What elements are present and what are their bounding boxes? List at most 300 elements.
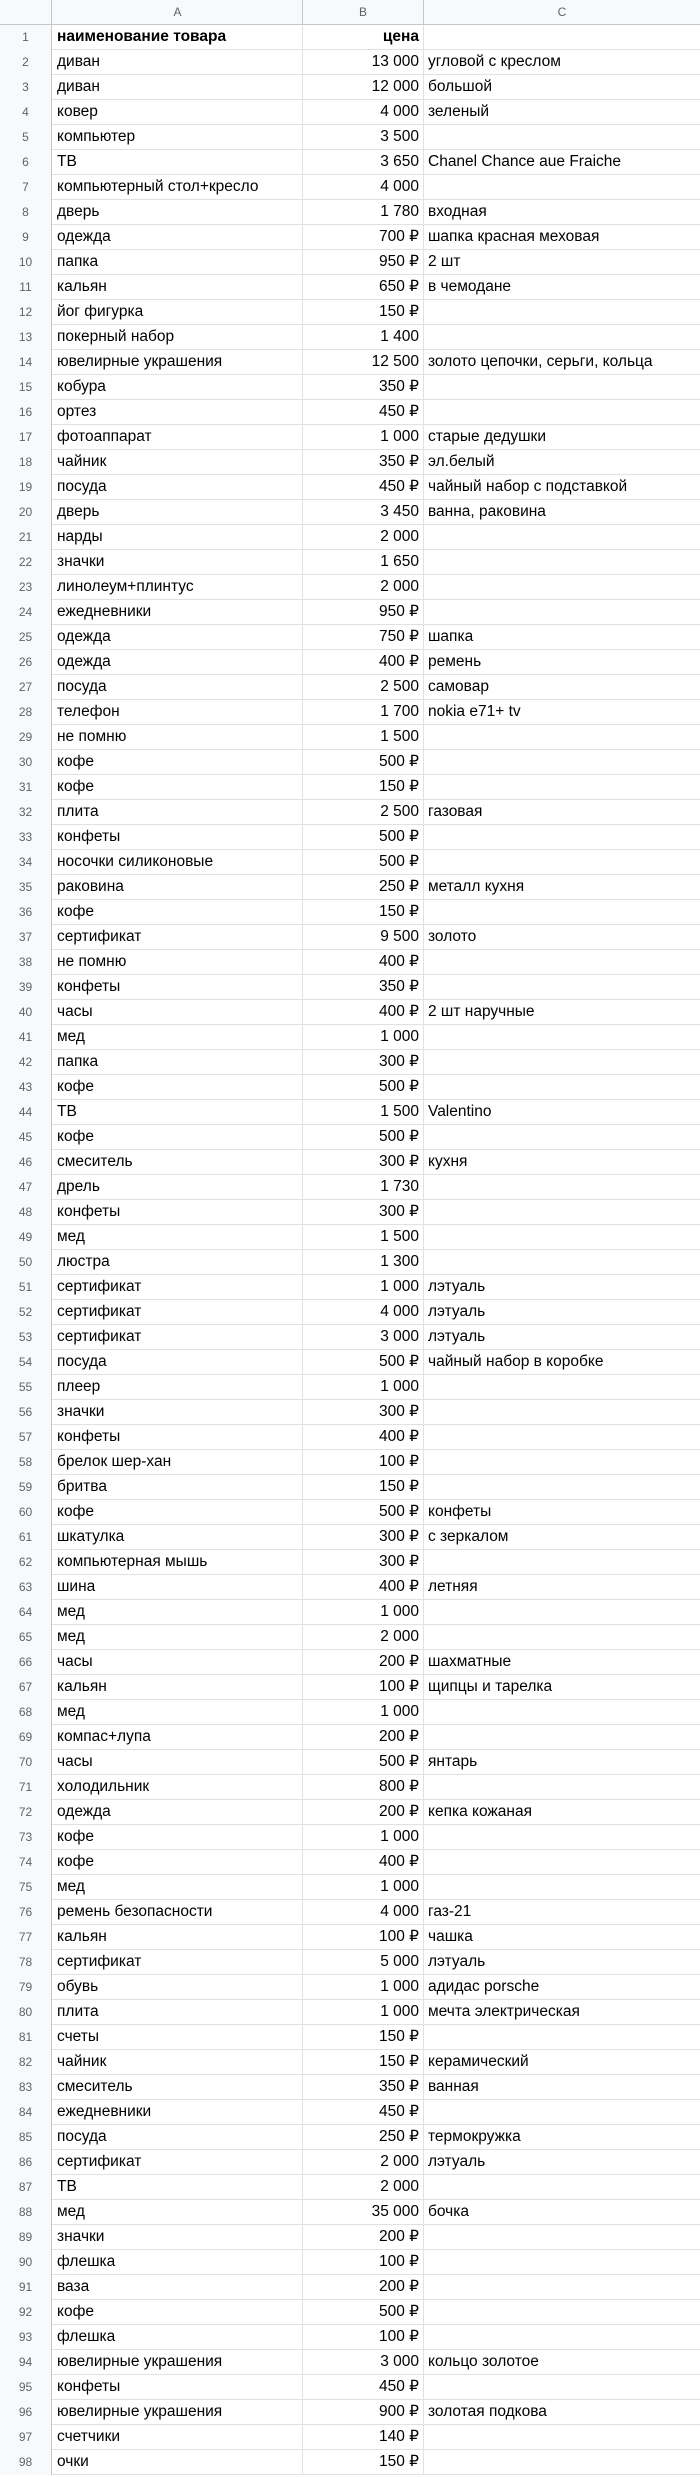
cell-price[interactable]: 200 ₽ (303, 2225, 424, 2250)
row-number[interactable]: 82 (0, 2050, 52, 2075)
cell-note[interactable]: шахматные (428, 1653, 512, 1670)
row-number[interactable]: 21 (0, 525, 52, 550)
cell-item-name[interactable]: плита (53, 2000, 303, 2025)
cell-item-name[interactable]: диван (53, 75, 303, 100)
cell-price[interactable]: 150 ₽ (303, 2025, 424, 2050)
cell-price[interactable]: 500 ₽ (303, 850, 424, 875)
row-number[interactable]: 13 (0, 325, 52, 350)
cell-price[interactable]: 2 000 (303, 575, 424, 600)
row-number[interactable]: 59 (0, 1475, 52, 1500)
cell-note[interactable] (424, 2300, 700, 2325)
row-number[interactable]: 96 (0, 2400, 52, 2425)
cell-item-name[interactable]: линолеум+плинтус (53, 575, 303, 600)
cell-note[interactable]: лэтуаль (428, 1303, 486, 1320)
cell-note[interactable] (424, 1550, 700, 1575)
cell-note[interactable]: летняя (428, 1578, 478, 1595)
cell-note[interactable]: золото (428, 928, 477, 945)
cell-note[interactable] (424, 1600, 700, 1625)
cell-price[interactable]: 500 ₽ (303, 1350, 424, 1375)
cell-note[interactable] (424, 2450, 700, 2475)
row-number[interactable]: 80 (0, 2000, 52, 2025)
row-number[interactable]: 52 (0, 1300, 52, 1325)
cell-item-name[interactable]: диван (53, 50, 303, 75)
row-number[interactable]: 89 (0, 2225, 52, 2250)
cell-item-name[interactable]: холодильник (53, 1775, 303, 1800)
cell-price[interactable]: 1 000 (303, 1875, 424, 1900)
cell-note[interactable]: газовая (428, 803, 483, 820)
row-number[interactable]: 76 (0, 1900, 52, 1925)
cell-item-name[interactable]: очки (53, 2450, 303, 2475)
cell-note[interactable]: адидас porsche (428, 1978, 540, 1995)
cell-note[interactable]: мечта электрическая (428, 2003, 580, 2020)
row-number[interactable]: 58 (0, 1450, 52, 1475)
cell-price[interactable]: 1 650 (303, 550, 424, 575)
cell-price[interactable]: 950 ₽ (303, 250, 424, 275)
row-number[interactable]: 47 (0, 1175, 52, 1200)
row-number[interactable]: 7 (0, 175, 52, 200)
cell-note[interactable] (424, 2100, 700, 2125)
cell-note[interactable]: шапка красная меховая (428, 228, 600, 245)
cell-item-name[interactable]: одежда (53, 650, 303, 675)
row-number[interactable]: 14 (0, 350, 52, 375)
cell-price[interactable]: 1 700 (303, 700, 424, 725)
cell-price[interactable]: 3 000 (303, 1325, 424, 1350)
row-number[interactable]: 45 (0, 1125, 52, 1150)
cell-price[interactable]: 500 ₽ (303, 1125, 424, 1150)
cell-price[interactable]: 35 000 (303, 2200, 424, 2225)
cell-note[interactable] (424, 2250, 700, 2275)
cell-item-name[interactable]: ТВ (53, 1100, 303, 1125)
cell-item-name[interactable]: сертификат (53, 1275, 303, 1300)
cell-item-name[interactable]: смеситель (53, 2075, 303, 2100)
cell-note[interactable] (424, 1375, 700, 1400)
cell-price[interactable]: 450 ₽ (303, 2100, 424, 2125)
cell-item-name[interactable]: люстра (53, 1250, 303, 1275)
cell-price[interactable]: 200 ₽ (303, 1725, 424, 1750)
row-number[interactable]: 18 (0, 450, 52, 475)
column-header-c[interactable]: C (557, 5, 567, 19)
row-number[interactable]: 84 (0, 2100, 52, 2125)
cell-note[interactable] (424, 725, 700, 750)
cell-item-name[interactable]: ТВ (53, 150, 303, 175)
cell-item-name[interactable]: часы (53, 1650, 303, 1675)
cell-price[interactable]: 1 730 (303, 1175, 424, 1200)
cell-price[interactable]: 3 450 (303, 500, 424, 525)
cell-item-name[interactable]: дверь (53, 500, 303, 525)
cell-price[interactable]: 700 ₽ (303, 225, 424, 250)
cell-price[interactable]: 400 ₽ (303, 1425, 424, 1450)
cell-price[interactable]: 500 ₽ (303, 2300, 424, 2325)
cell-price[interactable]: 100 ₽ (303, 2325, 424, 2350)
cell-item-name[interactable]: мед (53, 1700, 303, 1725)
cell-note[interactable] (424, 900, 700, 925)
cell-note[interactable]: кольцо золотое (428, 2353, 539, 2370)
cell-price[interactable]: 4 000 (303, 1300, 424, 1325)
cell-item-name[interactable]: посуда (53, 475, 303, 500)
cell-item-name[interactable]: одежда (53, 625, 303, 650)
cell-price[interactable]: 650 ₽ (303, 275, 424, 300)
cell-note[interactable] (424, 2375, 700, 2400)
row-number[interactable]: 20 (0, 500, 52, 525)
row-number[interactable]: 35 (0, 875, 52, 900)
cell-note[interactable]: лэтуаль (428, 1328, 486, 1345)
row-number[interactable]: 37 (0, 925, 52, 950)
cell-item-name[interactable]: брелок шер-хан (53, 1450, 303, 1475)
row-number[interactable]: 72 (0, 1800, 52, 1825)
cell-price[interactable]: 200 ₽ (303, 1800, 424, 1825)
cell-item-name[interactable]: значки (53, 550, 303, 575)
row-number[interactable]: 42 (0, 1050, 52, 1075)
row-number[interactable]: 62 (0, 1550, 52, 1575)
row-number[interactable]: 73 (0, 1825, 52, 1850)
cell-item-name[interactable]: телефон (53, 700, 303, 725)
cell-item-name[interactable]: кальян (53, 1925, 303, 1950)
cell-item-name[interactable]: конфеты (53, 1425, 303, 1450)
cell-price[interactable]: 1 000 (303, 1700, 424, 1725)
cell-item-name[interactable]: ежедневники (53, 2100, 303, 2125)
cell-item-name[interactable]: ортез (53, 400, 303, 425)
row-number[interactable]: 11 (0, 275, 52, 300)
cell-item-name[interactable]: шкатулка (53, 1525, 303, 1550)
row-number[interactable]: 38 (0, 950, 52, 975)
cell-item-name[interactable]: мед (53, 1600, 303, 1625)
row-number[interactable]: 9 (0, 225, 52, 250)
row-number[interactable]: 86 (0, 2150, 52, 2175)
cell-price[interactable]: 200 ₽ (303, 2275, 424, 2300)
cell-note[interactable]: входная (428, 203, 487, 220)
cell-note[interactable] (424, 825, 700, 850)
cell-price[interactable]: 1 500 (303, 1225, 424, 1250)
cell-price[interactable]: 300 ₽ (303, 1550, 424, 1575)
row-number[interactable]: 92 (0, 2300, 52, 2325)
cell-note[interactable] (424, 775, 700, 800)
cell-price[interactable]: 1 000 (303, 1975, 424, 2000)
row-number[interactable]: 70 (0, 1750, 52, 1775)
cell-price[interactable]: 350 ₽ (303, 975, 424, 1000)
cell-item-name[interactable]: чайник (53, 450, 303, 475)
cell-item-name[interactable]: кофе (53, 1825, 303, 1850)
cell-item-name[interactable]: кофе (53, 1500, 303, 1525)
row-number[interactable]: 27 (0, 675, 52, 700)
cell-item-name[interactable]: одежда (53, 225, 303, 250)
cell-note[interactable]: керамический (428, 2053, 529, 2070)
cell-note[interactable] (424, 1075, 700, 1100)
cell-item-name[interactable]: ежедневники (53, 600, 303, 625)
cell-item-name[interactable]: папка (53, 250, 303, 275)
column-header-b[interactable]: B (303, 0, 424, 24)
cell-note[interactable]: Chanel Chance aue Fraiche (428, 153, 622, 170)
cell-price[interactable]: 1 780 (303, 200, 424, 225)
cell-note[interactable] (424, 600, 700, 625)
cell-item-name[interactable]: посуда (53, 2125, 303, 2150)
row-number[interactable]: 36 (0, 900, 52, 925)
cell-note[interactable] (424, 2325, 700, 2350)
cell-note[interactable] (424, 1175, 700, 1200)
row-number[interactable]: 67 (0, 1675, 52, 1700)
cell-price[interactable]: 150 ₽ (303, 775, 424, 800)
column-header-a[interactable]: A (53, 0, 303, 24)
cell-note[interactable]: самовар (428, 678, 489, 695)
cell-note[interactable]: старые дедушки (428, 428, 546, 445)
row-number[interactable]: 26 (0, 650, 52, 675)
row-number[interactable]: 57 (0, 1425, 52, 1450)
cell-note[interactable] (424, 1025, 700, 1050)
cell-note[interactable]: золотая подкова (428, 2403, 547, 2420)
cell-price[interactable]: 4 000 (303, 100, 424, 125)
row-number[interactable]: 78 (0, 1950, 52, 1975)
cell-price[interactable]: 1 000 (303, 1275, 424, 1300)
cell-note[interactable] (424, 1825, 700, 1850)
cell-item-name[interactable]: наименование товара (53, 25, 303, 50)
cell-price[interactable]: цена (303, 25, 424, 50)
row-number[interactable]: 64 (0, 1600, 52, 1625)
row-number[interactable]: 68 (0, 1700, 52, 1725)
select-all-corner[interactable] (0, 0, 52, 25)
cell-item-name[interactable]: йог фигурка (53, 300, 303, 325)
row-number[interactable]: 17 (0, 425, 52, 450)
row-number[interactable]: 77 (0, 1925, 52, 1950)
row-number[interactable]: 2 (0, 50, 52, 75)
cell-item-name[interactable]: кальян (53, 275, 303, 300)
cell-price[interactable]: 450 ₽ (303, 2375, 424, 2400)
row-number[interactable]: 69 (0, 1725, 52, 1750)
cell-price[interactable]: 3 500 (303, 125, 424, 150)
row-number[interactable]: 29 (0, 725, 52, 750)
row-number[interactable]: 83 (0, 2075, 52, 2100)
row-number[interactable]: 91 (0, 2275, 52, 2300)
cell-item-name[interactable]: кофе (53, 1125, 303, 1150)
cell-item-name[interactable]: флешка (53, 2325, 303, 2350)
cell-item-name[interactable]: ювелирные украшения (53, 2400, 303, 2425)
cell-price[interactable]: 100 ₽ (303, 1450, 424, 1475)
cell-note[interactable] (424, 300, 700, 325)
cell-item-name[interactable]: сертификат (53, 1950, 303, 1975)
cell-price[interactable]: 5 000 (303, 1950, 424, 1975)
cell-item-name[interactable]: носочки силиконовые (53, 850, 303, 875)
cell-item-name[interactable]: папка (53, 1050, 303, 1075)
cell-note[interactable] (424, 2025, 700, 2050)
cell-note[interactable] (424, 1050, 700, 1075)
row-number[interactable]: 63 (0, 1575, 52, 1600)
cell-item-name[interactable]: мед (53, 1875, 303, 1900)
cell-price[interactable]: 12 500 (303, 350, 424, 375)
cell-item-name[interactable]: ваза (53, 2275, 303, 2300)
cell-price[interactable]: 500 ₽ (303, 825, 424, 850)
cell-item-name[interactable]: не помню (53, 950, 303, 975)
cell-price[interactable]: 1 000 (303, 425, 424, 450)
cell-price[interactable]: 3 650 (303, 150, 424, 175)
cell-item-name[interactable]: плеер (53, 1375, 303, 1400)
cell-price[interactable]: 150 ₽ (303, 2450, 424, 2475)
cell-price[interactable]: 350 ₽ (303, 2075, 424, 2100)
cell-item-name[interactable]: чайник (53, 2050, 303, 2075)
cell-item-name[interactable]: посуда (53, 1350, 303, 1375)
row-number[interactable]: 10 (0, 250, 52, 275)
row-number[interactable]: 25 (0, 625, 52, 650)
cell-note[interactable]: зеленый (428, 103, 490, 120)
row-number[interactable]: 44 (0, 1100, 52, 1125)
cell-price[interactable]: 500 ₽ (303, 1075, 424, 1100)
cell-note[interactable] (424, 1400, 700, 1425)
cell-note[interactable]: ремень (428, 653, 482, 670)
cell-note[interactable] (424, 1450, 700, 1475)
cell-item-name[interactable]: компьютерный стол+кресло (53, 175, 303, 200)
row-number[interactable]: 87 (0, 2175, 52, 2200)
cell-item-name[interactable]: ковер (53, 100, 303, 125)
cell-price[interactable]: 900 ₽ (303, 2400, 424, 2425)
row-number[interactable]: 66 (0, 1650, 52, 1675)
cell-item-name[interactable]: конфеты (53, 1200, 303, 1225)
cell-price[interactable]: 150 ₽ (303, 300, 424, 325)
cell-item-name[interactable]: конфеты (53, 825, 303, 850)
row-number[interactable]: 74 (0, 1850, 52, 1875)
row-number[interactable]: 16 (0, 400, 52, 425)
cell-note[interactable] (424, 125, 700, 150)
cell-note[interactable] (424, 2175, 700, 2200)
cell-note[interactable] (424, 400, 700, 425)
cell-item-name[interactable]: мед (53, 1225, 303, 1250)
row-number[interactable]: 40 (0, 1000, 52, 1025)
cell-price[interactable]: 1 000 (303, 1375, 424, 1400)
cell-item-name[interactable]: нарды (53, 525, 303, 550)
cell-price[interactable]: 100 ₽ (303, 2250, 424, 2275)
row-number[interactable]: 88 (0, 2200, 52, 2225)
cell-note[interactable] (424, 750, 700, 775)
cell-note[interactable]: термокружка (428, 2128, 521, 2145)
cell-price[interactable]: 4 000 (303, 1900, 424, 1925)
cell-item-name[interactable]: ТВ (53, 2175, 303, 2200)
row-number[interactable]: 49 (0, 1225, 52, 1250)
cell-note[interactable]: Valentino (428, 1103, 492, 1120)
cell-note[interactable] (424, 1725, 700, 1750)
cell-item-name[interactable]: конфеты (53, 975, 303, 1000)
cell-note[interactable]: в чемодане (428, 278, 512, 295)
row-number[interactable]: 24 (0, 600, 52, 625)
cell-price[interactable]: 1 400 (303, 325, 424, 350)
cell-price[interactable]: 1 000 (303, 1600, 424, 1625)
row-number[interactable]: 46 (0, 1150, 52, 1175)
cell-item-name[interactable]: мед (53, 2200, 303, 2225)
cell-note[interactable] (424, 850, 700, 875)
cell-note[interactable] (424, 975, 700, 1000)
cell-item-name[interactable]: смеситель (53, 1150, 303, 1175)
cell-price[interactable]: 500 ₽ (303, 1750, 424, 1775)
cell-price[interactable]: 2 000 (303, 2150, 424, 2175)
row-number[interactable]: 33 (0, 825, 52, 850)
cell-price[interactable]: 2 000 (303, 2175, 424, 2200)
row-number[interactable]: 15 (0, 375, 52, 400)
cell-price[interactable]: 300 ₽ (303, 1525, 424, 1550)
cell-note[interactable] (424, 2225, 700, 2250)
row-number[interactable]: 50 (0, 1250, 52, 1275)
cell-price[interactable]: 4 000 (303, 175, 424, 200)
cell-price[interactable]: 300 ₽ (303, 1400, 424, 1425)
cell-item-name[interactable]: кофе (53, 900, 303, 925)
cell-item-name[interactable]: значки (53, 1400, 303, 1425)
cell-item-name[interactable]: дрель (53, 1175, 303, 1200)
cell-note[interactable]: кухня (428, 1153, 468, 1170)
row-number[interactable]: 3 (0, 75, 52, 100)
cell-price[interactable]: 100 ₽ (303, 1925, 424, 1950)
row-number[interactable]: 39 (0, 975, 52, 1000)
cell-note[interactable] (424, 2275, 700, 2300)
cell-item-name[interactable]: шина (53, 1575, 303, 1600)
row-number[interactable]: 19 (0, 475, 52, 500)
row-number[interactable]: 65 (0, 1625, 52, 1650)
row-number[interactable]: 81 (0, 2025, 52, 2050)
row-number[interactable]: 6 (0, 150, 52, 175)
row-number[interactable]: 41 (0, 1025, 52, 1050)
cell-item-name[interactable]: компьютер (53, 125, 303, 150)
row-number[interactable]: 97 (0, 2425, 52, 2450)
cell-note[interactable] (424, 2425, 700, 2450)
cell-price[interactable]: 1 000 (303, 1025, 424, 1050)
cell-note[interactable] (424, 1875, 700, 1900)
cell-price[interactable]: 400 ₽ (303, 1000, 424, 1025)
cell-price[interactable]: 300 ₽ (303, 1150, 424, 1175)
cell-item-name[interactable]: покерный набор (53, 325, 303, 350)
cell-item-name[interactable]: счетчики (53, 2425, 303, 2450)
cell-item-name[interactable]: не помню (53, 725, 303, 750)
cell-item-name[interactable]: кофе (53, 2300, 303, 2325)
cell-item-name[interactable]: конфеты (53, 2375, 303, 2400)
row-number[interactable]: 30 (0, 750, 52, 775)
cell-item-name[interactable]: значки (53, 2225, 303, 2250)
cell-note[interactable]: с зеркалом (428, 1528, 509, 1545)
row-number[interactable]: 93 (0, 2325, 52, 2350)
row-number[interactable]: 98 (0, 2450, 52, 2475)
cell-note[interactable] (424, 325, 700, 350)
row-number[interactable]: 28 (0, 700, 52, 725)
row-number[interactable]: 23 (0, 575, 52, 600)
cell-note[interactable] (424, 375, 700, 400)
cell-note[interactable] (424, 1850, 700, 1875)
cell-price[interactable]: 150 ₽ (303, 900, 424, 925)
cell-price[interactable]: 250 ₽ (303, 875, 424, 900)
cell-item-name[interactable]: ремень безопасности (53, 1900, 303, 1925)
row-number[interactable]: 54 (0, 1350, 52, 1375)
row-number[interactable]: 53 (0, 1325, 52, 1350)
cell-price[interactable]: 300 ₽ (303, 1050, 424, 1075)
cell-note[interactable]: лэтуаль (428, 1953, 486, 1970)
row-number[interactable]: 48 (0, 1200, 52, 1225)
cell-price[interactable]: 9 500 (303, 925, 424, 950)
row-number[interactable]: 51 (0, 1275, 52, 1300)
cell-note[interactable]: лэтуаль (428, 1278, 486, 1295)
cell-note[interactable] (424, 175, 700, 200)
cell-note[interactable]: угловой с креслом (428, 53, 561, 70)
cell-price[interactable]: 300 ₽ (303, 1200, 424, 1225)
cell-note[interactable] (424, 1775, 700, 1800)
cell-price[interactable]: 1 000 (303, 1825, 424, 1850)
cell-note[interactable] (424, 550, 700, 575)
row-number[interactable]: 56 (0, 1400, 52, 1425)
row-number[interactable]: 79 (0, 1975, 52, 2000)
cell-note[interactable] (424, 1425, 700, 1450)
cell-note[interactable]: эл.белый (428, 453, 495, 470)
cell-price[interactable]: 350 ₽ (303, 450, 424, 475)
row-number[interactable]: 43 (0, 1075, 52, 1100)
row-number[interactable]: 31 (0, 775, 52, 800)
cell-item-name[interactable]: ювелирные украшения (53, 2350, 303, 2375)
cell-note[interactable] (424, 1125, 700, 1150)
cell-note[interactable]: ванна, раковина (428, 503, 546, 520)
row-number[interactable]: 60 (0, 1500, 52, 1525)
row-number[interactable]: 90 (0, 2250, 52, 2275)
cell-item-name[interactable]: плита (53, 800, 303, 825)
cell-item-name[interactable]: бритва (53, 1475, 303, 1500)
cell-price[interactable]: 400 ₽ (303, 1575, 424, 1600)
